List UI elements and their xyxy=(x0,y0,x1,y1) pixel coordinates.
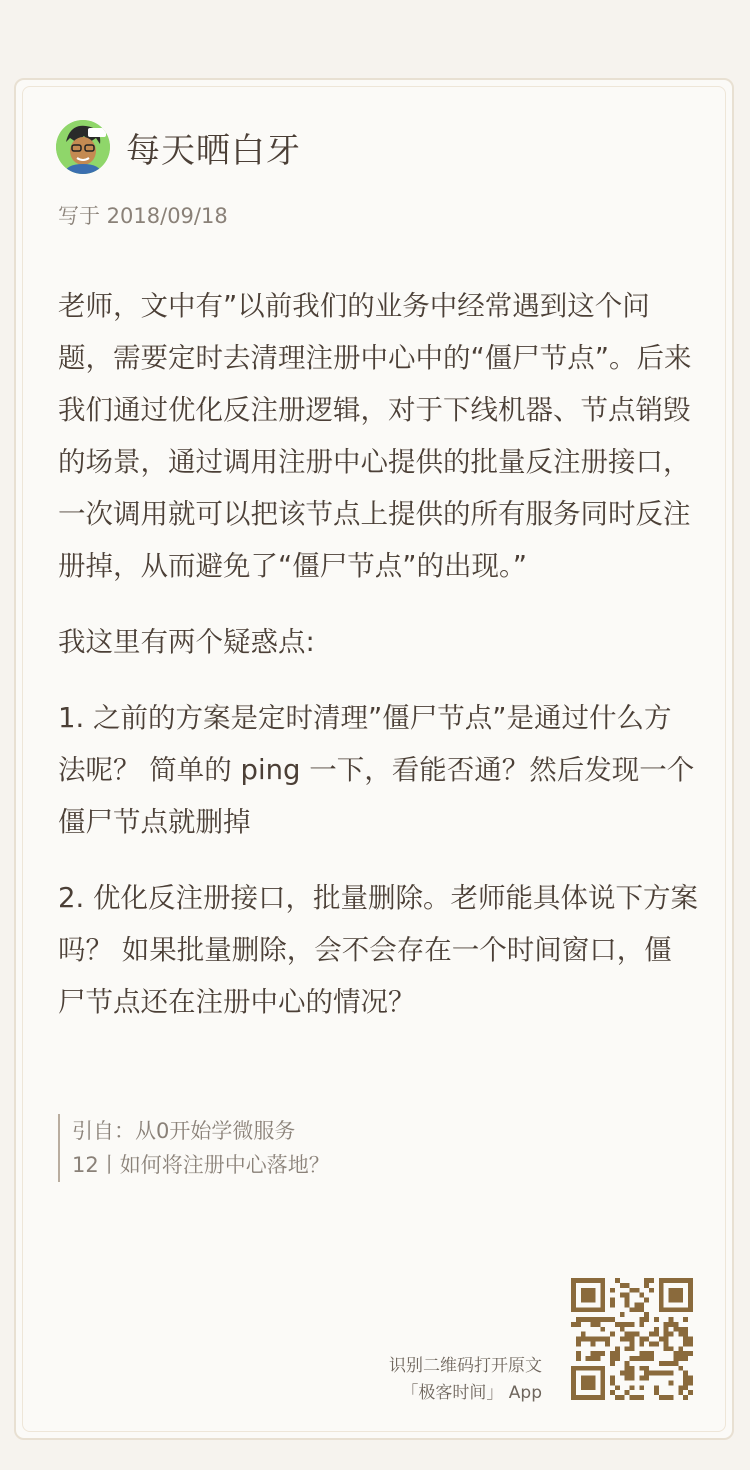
comment-card xyxy=(14,78,734,1440)
author-name[interactable]: 每天晒白牙 xyxy=(126,130,301,171)
qr-caption-line2: 「极客时间」 App xyxy=(401,1383,542,1403)
cartoon-avatar-icon xyxy=(56,120,110,174)
quote-source[interactable] xyxy=(58,1114,330,1182)
paragraph: 2. 优化反注册接口，批量删除。老师能具体说下方案吗？ 如果批量删除，会不会存在一个时间窗口，僵尸节点还在注册中心的情况？ xyxy=(58,882,698,1018)
paragraph: 老师，文中有”以前我们的业务中经常遇到这个问题，需要定时去清理注册中心中的“僵尸节点”。后来我们通过优化反注册逻辑，对于下线机器、节点销毁的场景，通过调用注册中心提供的批量反注册接口，一次调用就可以把该节点上提供的所有服务同时反注册掉，从而避免了“僵尸节点”的出现。” xyxy=(58,290,692,582)
quote-course: 引自：从0开始学微服务 xyxy=(72,1119,296,1143)
comment-content xyxy=(58,280,698,1052)
post-date: 写于 2018/09/18 xyxy=(58,204,228,228)
qr-caption-line1: 识别二维码打开原文 xyxy=(389,1356,542,1376)
qr-caption xyxy=(389,1353,542,1407)
quote-article: 12丨如何将注册中心落地？ xyxy=(72,1153,330,1177)
paragraph: 1. 之前的方案是定时清理”僵尸节点”是通过什么方法呢？ 简单的 ping 一下，看能否通？然后发现一个僵尸节点就删掉 xyxy=(58,702,695,838)
author-header xyxy=(56,120,301,174)
paragraph: 我这里有两个疑惑点: xyxy=(58,626,315,658)
qr-code-icon[interactable] xyxy=(571,1278,693,1400)
